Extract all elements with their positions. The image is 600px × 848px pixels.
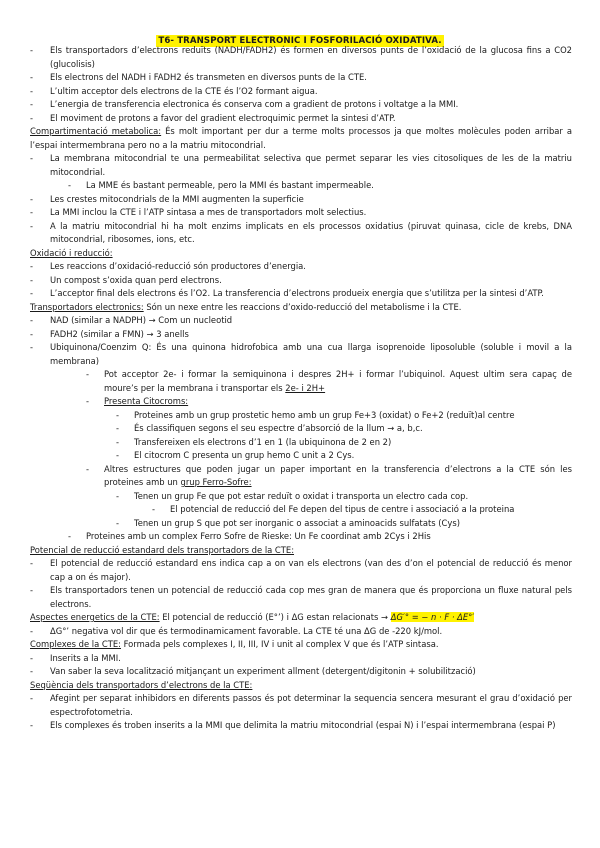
- bullet-item: [30, 463, 572, 490]
- bullet-item: [30, 274, 572, 288]
- bullet-item: [30, 584, 572, 611]
- bullet-marker: -: [116, 436, 120, 447]
- bullet-marker: -: [30, 666, 34, 676]
- line-text: Els complexes és troben inserits a la MMI que delimita la matriu mitocondrial (espai N) i l’espai intermembrana (espai P): [50, 720, 556, 730]
- bullet-item: [30, 557, 572, 584]
- section-heading: [30, 247, 572, 261]
- line-text: Les crestes mitocondrials de la MMI augmenten la superficie: [50, 193, 304, 204]
- bullet-item: [30, 449, 572, 463]
- bullet-item: [30, 44, 572, 71]
- section-heading: [30, 544, 572, 558]
- line-text: Van saber la seva localització mitjançant un experiment allment (detergent/digitonin + solubilització): [50, 666, 476, 676]
- line-text: Tenen un grup Fe que pot estar reduït o oxidat i transporta un electro cada cop.: [134, 490, 469, 501]
- bullet-item: [30, 665, 572, 679]
- bullet-marker: -: [30, 112, 34, 123]
- bullet-marker: -: [30, 342, 34, 352]
- line-text: L’ultim acceptor dels electrons de la CTE és l’O2 formant aigua.: [50, 85, 318, 96]
- bullet-marker: -: [30, 220, 34, 231]
- bullet-marker: -: [86, 396, 90, 406]
- bullet-item: [30, 98, 572, 112]
- heading-label: Seqüència dels transportadors d’electrons de la CTE:: [30, 679, 253, 690]
- bullet-marker: -: [30, 288, 34, 298]
- bullet-marker: -: [30, 625, 34, 636]
- bullet-marker: -: [30, 720, 34, 730]
- bullet-item: [30, 220, 572, 247]
- line-text: La MME és bastant permeable, pero la MMI és bastant impermeable.: [86, 180, 374, 190]
- bullet-item: [30, 503, 572, 517]
- bullet-item: [30, 260, 572, 274]
- bullet-marker: -: [30, 315, 34, 325]
- underlined-term: 2e- i 2H+: [285, 382, 326, 393]
- heading-label: Potencial de reducció estandard dels transportadors de la CTE:: [30, 544, 295, 555]
- line-text: Els transportadors tenen un potencial de reducció cada cop mes gran de manera que és proporciona un fluxe natural pels electrons.: [50, 585, 572, 609]
- bullet-item: [30, 71, 572, 85]
- bullet-marker: -: [116, 517, 120, 528]
- line-text: Proteines amb un complex Ferro Sofre de Rieske: Un Fe coordinat amb 2Cys i 2His: [86, 531, 431, 541]
- bullet-marker: -: [116, 409, 120, 420]
- line-text: Proteines amb un grup prostetic hemo amb un grup Fe+3 (oxidat) o Fe+2 (reduït)al centre: [134, 409, 515, 420]
- bullet-item: [30, 517, 572, 531]
- bullet-marker: -: [86, 463, 90, 474]
- bullet-marker: -: [30, 693, 34, 703]
- line-text: L’energia de transferencia electronica és conserva com a gradient de protons i voltatge a la MMI.: [50, 99, 459, 109]
- line-text: Els electrons del NADH i FADH2 és transmeten en diversos punts de la CTE.: [50, 72, 367, 82]
- bullet-item: [30, 85, 572, 99]
- heading-label: Presenta Citocroms:: [104, 396, 189, 406]
- section-heading: [30, 638, 572, 652]
- bullet-item: [30, 422, 572, 436]
- bullet-marker: -: [68, 531, 72, 541]
- section-heading: [30, 611, 572, 625]
- highlighted-formula: ΔG′° = − n · F · ΔE°′: [390, 612, 475, 622]
- line-text: ΔG°’ negativa vol dir que és termodinamicament favorable. La CTE té una ΔG de -220 kJ/mol.: [50, 625, 443, 636]
- bullet-marker: -: [30, 328, 34, 339]
- bullet-item: [30, 328, 572, 342]
- bullet-marker: -: [30, 207, 34, 217]
- bullet-marker: -: [30, 72, 34, 82]
- bullet-marker: -: [152, 504, 156, 514]
- bullet-marker: -: [30, 585, 34, 595]
- bullet-marker: -: [116, 450, 120, 460]
- line-text: Altres estructures que poden jugar un paper important en la transferencia d’electrons a la CTE són les proteines amb un: [104, 463, 572, 487]
- heading-label: Oxidació i reducció:: [30, 247, 113, 258]
- line-text: L’acceptor final dels electrons és l’O2. La transferencia d’electrons produeix energia que s’utilitza per la sintesi d’ATP.: [50, 288, 544, 298]
- bullet-item: [30, 490, 572, 504]
- bullet-item: [30, 112, 572, 126]
- bullet-marker: -: [30, 193, 34, 204]
- bullet-marker: -: [116, 490, 120, 501]
- line-text: Transfereixen els electrons d’1 en 1 (la ubiquinona de 2 en 2): [134, 436, 392, 447]
- bullet-item: [30, 652, 572, 666]
- section-heading: [30, 301, 572, 315]
- bullet-item: [30, 409, 572, 423]
- line-text: Un compost s’oxida quan perd electrons.: [50, 274, 222, 285]
- line-text: La membrana mitocondrial te una permeabilitat selectiva que permet separar les vies citosoliques de les de la matriu mitocondrial.: [50, 153, 572, 177]
- line-text: Ubiquinona/Coenzim Q: És una quinona hidrofobica amb una cua llarga isoprenoide liposoluble (soluble i movil a la membrana): [50, 342, 572, 366]
- bullet-marker: -: [30, 85, 34, 96]
- line-text: És classifiquen segons el seu espectre d’absorció de la llum → a, b,c.: [134, 423, 423, 433]
- line-text: El potencial de reducció del Fe depen del tipus de centre i associació a la proteina: [170, 504, 515, 514]
- line-text: La MMI inclou la CTE i l’ATP sintasa a mes de transportadors molt selectius.: [50, 207, 367, 217]
- line-text: El citocrom C presenta un grup hemo C unit a 2 Cys.: [134, 450, 355, 460]
- bullet-item: [30, 692, 572, 719]
- line-text: NAD (similar a NADPH) → Com un nucleotid: [50, 315, 233, 325]
- bullet-item: [30, 436, 572, 450]
- bullet-marker: -: [86, 369, 90, 379]
- bullet-marker: -: [30, 652, 34, 663]
- bullet-item: [30, 530, 572, 544]
- line-text: El potencial de reducció estandard ens indica cap a on van els electrons (van des d’on el potencial de reducció és menor cap a on és major).: [50, 558, 572, 582]
- bullet-item: [30, 206, 572, 220]
- heading-label: Complexes de la CTE:: [30, 639, 121, 649]
- bullet-marker: -: [30, 274, 34, 285]
- bullet-marker: -: [30, 153, 34, 163]
- line-text: A la matriu mitocondrial hi ha molt enzims implicats en els processos oxidatius (piruvat quinasa, cicle de krebs, DNA mitocondrial, ribosomes, ions, etc.: [50, 220, 572, 244]
- section-heading: [30, 679, 572, 693]
- document-title-text: T6- TRANSPORT ELECTRONIC I FOSFORILACIÓ OXIDATIVA.: [158, 36, 442, 46]
- heading-label: Transportadors electronics:: [30, 301, 144, 312]
- bullet-item: [30, 719, 572, 733]
- line-text: FADH2 (similar a FMN) → 3 anells: [50, 328, 189, 339]
- bullet-item: [30, 625, 572, 639]
- bullet-item: [30, 395, 572, 409]
- bullet-item: [30, 287, 572, 301]
- bullet-marker: -: [116, 423, 120, 433]
- section-heading: [30, 125, 572, 152]
- bullet-item: [30, 368, 572, 395]
- line-text: Formada pels complexes I, II, III, IV i unit al complex V que és l’ATP sintasa.: [120, 639, 439, 649]
- line-text: Inserits a la MMI.: [50, 652, 121, 663]
- line-text: El moviment de protons a favor del gradient electroquimic permet la sintesi d’ATP.: [50, 112, 396, 123]
- bullet-item: [30, 314, 572, 328]
- line-text: Els transportadors d’electrons reduïts (NADH/FADH2) és formen en diversos punts de l’oxidació de la glucosa fins a CO2 (glucolisis): [50, 45, 572, 69]
- bullet-marker: -: [30, 558, 34, 568]
- line-text: Afegint per separat inhibidors en diferents passos és pot determinar la sequencia sencera mesurant el grau d’oxidació per espectrofotometria.: [50, 693, 572, 717]
- bullet-marker: -: [30, 45, 34, 55]
- document-body: [30, 44, 572, 733]
- bullet-marker: -: [30, 261, 34, 271]
- heading-label: Compartimentació metabolica:: [30, 126, 162, 136]
- line-text: Les reaccions d’oxidació-reducció són productores d’energia.: [50, 261, 306, 271]
- underlined-term: grup Ferro-Sofre:: [180, 477, 252, 487]
- bullet-item: [30, 179, 572, 193]
- line-text: Pot acceptor 2e- i formar la semiquinona i despres 2H+ i formar l’ubiquinol. Aquest ultim sera capaç de moure’s per la membrana i transportar els: [104, 369, 572, 393]
- line-text: És molt important per dur a terme molts processos ja que moltes molècules poden arribar a l’espai intermembrana pero no a la matriu mitocondrial.: [30, 126, 573, 150]
- heading-label: Aspectes energetics de la CTE:: [30, 612, 160, 622]
- bullet-marker: -: [68, 180, 72, 190]
- line-text: Són un nexe entre les reaccions d’oxido-reducció del metabolisme i la CTE.: [143, 301, 462, 312]
- bullet-item: [30, 341, 572, 368]
- bullet-item: [30, 152, 572, 179]
- line-text: El potencial de reducció (E°’) i ΔG estan relacionats →: [159, 612, 391, 622]
- bullet-item: [30, 193, 572, 207]
- line-text: Tenen un grup S que pot ser inorganic o associat a aminoacids sulfatats (Cys): [134, 517, 460, 528]
- bullet-marker: -: [30, 99, 34, 109]
